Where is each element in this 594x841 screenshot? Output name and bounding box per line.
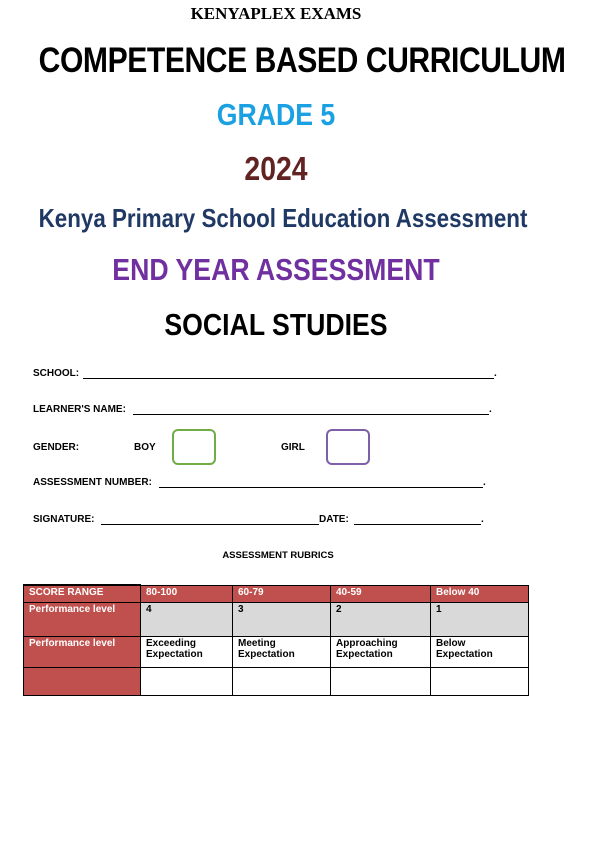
performance-level-label: Performance level bbox=[24, 602, 141, 636]
score-range-row bbox=[24, 585, 529, 602]
score-entry-row bbox=[24, 667, 529, 695]
score-entry-cell[interactable] bbox=[431, 667, 529, 695]
rubric-title: ASSESSMENT RUBRICS bbox=[222, 550, 334, 561]
girl-label: GIRL bbox=[281, 442, 305, 453]
performance-level-cell: 2 bbox=[331, 602, 431, 636]
date-end-mark: . bbox=[481, 514, 484, 525]
performance-level-cell: 4 bbox=[141, 602, 233, 636]
descriptor-cell: Below Expectation bbox=[431, 636, 529, 667]
score-range-label: SCORE RANGE bbox=[24, 585, 141, 602]
score-entry-cell[interactable] bbox=[141, 667, 233, 695]
descriptor-row bbox=[24, 636, 529, 667]
score-entry-cell[interactable] bbox=[331, 667, 431, 695]
date-field[interactable] bbox=[354, 514, 481, 525]
subject-title: SOCIAL STUDIES bbox=[164, 307, 388, 342]
descriptor-cell: Exceeding Expectation bbox=[141, 636, 233, 667]
school-label: SCHOOL: bbox=[33, 368, 80, 379]
performance-level-cell: 1 bbox=[431, 602, 529, 636]
learner-name-end-mark: . bbox=[489, 404, 492, 415]
descriptor-cell: Meeting Expectation bbox=[233, 636, 331, 667]
school-field[interactable] bbox=[83, 368, 494, 379]
descriptor-cell: Approaching Expectation bbox=[331, 636, 431, 667]
exams-heading: KENYAPLEX EXAMS bbox=[190, 4, 362, 23]
assessment-number-label: ASSESSMENT NUMBER: bbox=[33, 477, 152, 488]
score-range-cell: 40-59 bbox=[331, 585, 431, 602]
school-end-mark: . bbox=[494, 368, 497, 379]
curriculum-title: COMPETENCE BASED CURRICULUM bbox=[38, 41, 566, 80]
assessment-number-field[interactable] bbox=[159, 477, 483, 488]
girl-checkbox[interactable] bbox=[326, 429, 370, 465]
signature-field[interactable] bbox=[101, 514, 319, 525]
learner-name-field[interactable] bbox=[133, 404, 489, 415]
year-title: 2024 bbox=[244, 150, 308, 187]
rubric-table bbox=[23, 584, 529, 696]
score-range-cell: 60-79 bbox=[233, 585, 331, 602]
gender-label: GENDER: bbox=[33, 442, 80, 453]
assessment-number-end-mark: . bbox=[483, 477, 486, 488]
score-entry-label-cell bbox=[24, 667, 141, 695]
date-label: DATE: bbox=[319, 514, 349, 525]
performance-level-row bbox=[24, 602, 529, 636]
score-range-cell: Below 40 bbox=[431, 585, 529, 602]
assessment-body-title: Kenya Primary School Education Assessment bbox=[38, 203, 528, 233]
signature-label: SIGNATURE: bbox=[33, 514, 95, 525]
performance-level-cell: 3 bbox=[233, 602, 331, 636]
boy-checkbox[interactable] bbox=[172, 429, 216, 465]
descriptor-label: Performance level bbox=[24, 636, 141, 667]
score-range-cell: 80-100 bbox=[141, 585, 233, 602]
grade-title: GRADE 5 bbox=[216, 97, 336, 132]
assessment-type-title: END YEAR ASSESSMENT bbox=[112, 252, 440, 287]
score-entry-cell[interactable] bbox=[233, 667, 331, 695]
learner-name-label: LEARNER'S NAME: bbox=[33, 404, 126, 415]
boy-label: BOY bbox=[134, 442, 156, 453]
